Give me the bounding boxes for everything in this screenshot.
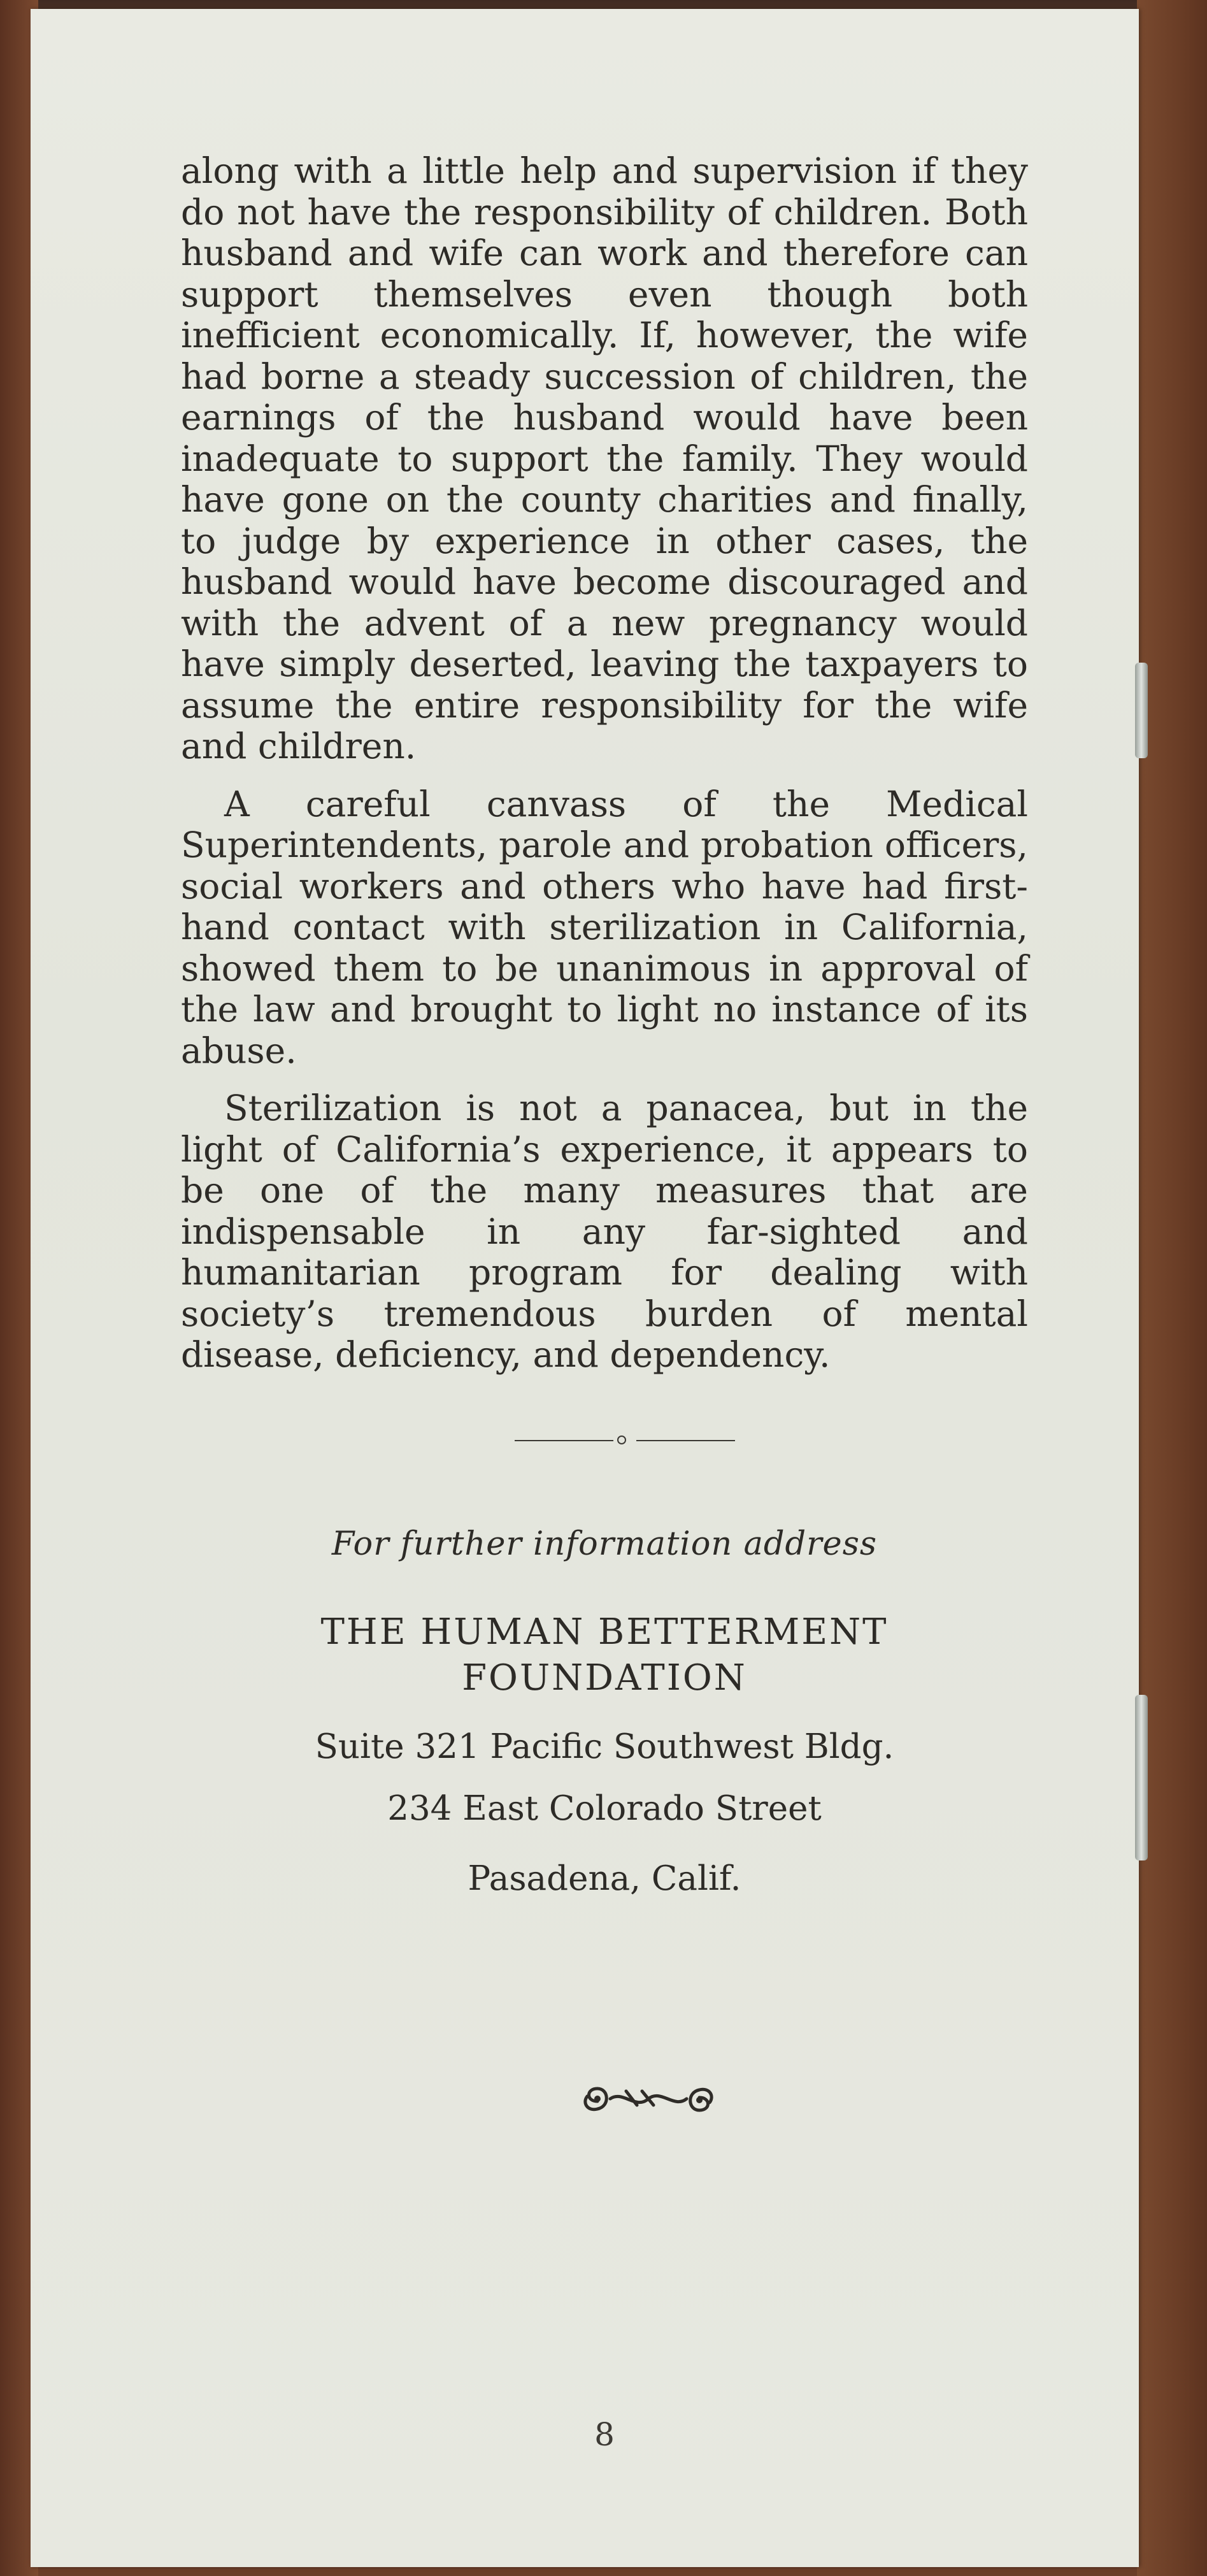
address-line-street: 234 East Colorado Street — [387, 1789, 822, 1828]
page-number: 8 — [594, 2416, 615, 2453]
divider-circle — [617, 1436, 626, 1444]
address-line-city: Pasadena, Calif. — [468, 1859, 741, 1898]
document-page — [31, 9, 1139, 2567]
paragraph-continued: along with a little help and supervision if they do not have the responsibility of children. Both husband and wife can work and therefore can support themselves even though both inefficient economically. If, however, the wife had borne a steady succession of children, the earnings of the husband would have been inadequate to support the family. They would have gone on the county charities and finally, to judge by experience in other cases, the husband would have become discouraged and with the advent of a new pregnancy would have simply deserted, leaving the taxpayers to assume the entire responsibility for the wife and children. — [181, 150, 1028, 766]
organization-name — [181, 1609, 1028, 1701]
organization-name-line1: THE HUMAN BETTERMENT — [320, 1611, 889, 1653]
organization-name-line2: FOUNDATION — [462, 1657, 747, 1699]
paragraph-canvass: A careful canvass of the Medical Superintendents, parole and probation officers, social workers and others who have had first-hand contact with sterilization in California, showed them to be unanimous in approval of the law and brought to light no instance of its abuse. — [181, 783, 1028, 1071]
background-right — [1137, 0, 1207, 2576]
body-text — [181, 150, 1028, 1392]
divider-line-left — [515, 1440, 613, 1441]
binding-clip-upper — [1135, 663, 1148, 758]
address-intro: For further information address — [331, 1525, 878, 1563]
binding-clip-lower — [1135, 1695, 1148, 1860]
divider-line-right — [636, 1440, 735, 1441]
section-divider-icon — [515, 1431, 735, 1450]
scroll-ornament-icon — [578, 2077, 718, 2122]
address-line-suite: Suite 321 Pacific Southwest Bldg. — [315, 1727, 894, 1766]
paragraph-conclusion: Sterilization is not a panacea, but in the light of California’s experience, it appears to be one of the many measures that are indispensable in any far-sighted and humanitarian program for dealing with society’s tremendous burden of mental disease, deficiency, and dependency. — [181, 1088, 1028, 1375]
